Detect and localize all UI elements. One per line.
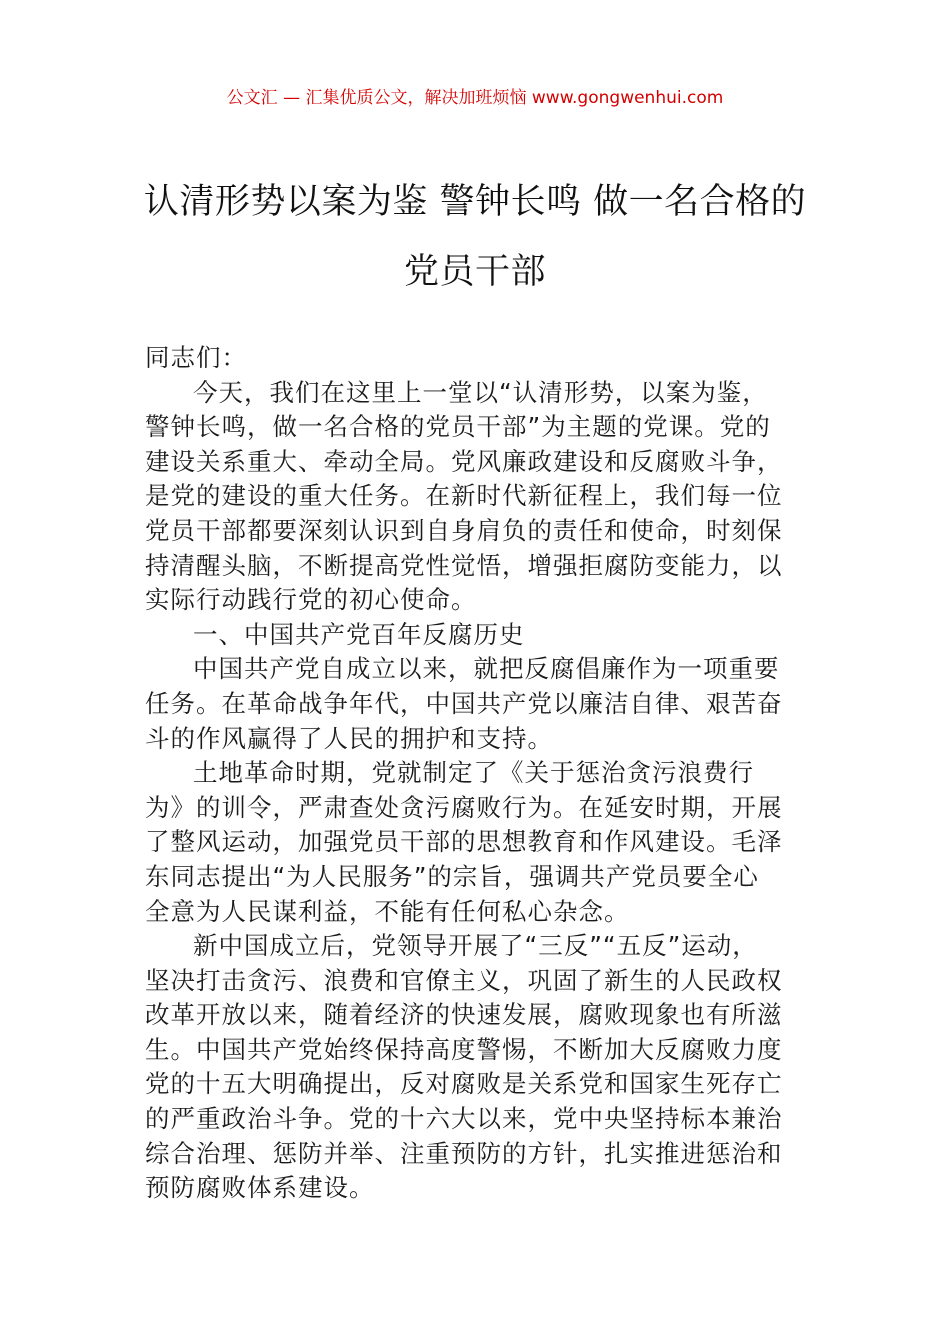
paragraph-line: 任务。在革命战争年代，中国共产党以廉洁自律、艰苦奋: [145, 688, 783, 718]
paragraph-line: 改革开放以来，随着经济的快速发展，腐败现象也有所滋: [145, 1000, 783, 1030]
document-title-line-1: 认清形势以案为鉴 警钟长鸣 做一名合格的: [143, 182, 807, 222]
paragraph-line: 综合治理、惩防并举、注重预防的方针，扎实推进惩治和: [145, 1138, 783, 1168]
paragraph-line: 新中国成立后，党领导开展了“三反”“五反”运动，: [193, 931, 758, 961]
paragraph-line: 土地革命时期，党就制定了《关于惩治贪污浪费行: [193, 758, 754, 788]
paragraph-line: 是党的建设的重大任务。在新时代新征程上，我们每一位: [145, 481, 783, 511]
paragraph-line: 斗的作风赢得了人民的拥护和支持。: [145, 723, 553, 753]
paragraph-line: 预防腐败体系建设。: [145, 1173, 375, 1203]
greeting: 同志们：: [145, 343, 247, 372]
paragraph-line: 警钟长鸣，做一名合格的党员干部”为主题的党课。党的: [145, 412, 771, 442]
header-banner[interactable]: 公文汇 — 汇集优质公文，解决加班烦恼 www.gongwenhui.com: [226, 88, 724, 108]
document-body: [145, 341, 810, 1206]
paragraph-line: 全意为人民谋利益，不能有任何私心杂念。: [145, 896, 630, 926]
paragraph-line: 了整风运动，加强党员干部的思想教育和作风建设。毛泽: [145, 827, 783, 857]
paragraph-line: 东同志提出“为人民服务”的宗旨，强调共产党员要全心: [145, 861, 759, 891]
paragraph-line: 为》的训令，严肃查处贪污腐败行为。在延安时期，开展: [145, 792, 783, 822]
paragraph-line: 建设关系重大、牵动全局。党风廉政建设和反腐败斗争，: [145, 446, 783, 476]
paragraph-line: 坚决打击贪污、浪费和官僚主义，巩固了新生的人民政权: [145, 965, 783, 995]
paragraph-line: 党的十五大明确提出，反对腐败是关系党和国家生死存亡: [145, 1069, 783, 1099]
paragraph-line: 党员干部都要深刻认识到自身肩负的责任和使命，时刻保: [145, 515, 783, 545]
paragraph-line: 的严重政治斗争。党的十六大以来，党中央坚持标本兼治: [145, 1104, 783, 1134]
document-title-line-2: 党员干部: [403, 252, 546, 292]
paragraph-line: 生。中国共产党始终保持高度警惕，不断加大反腐败力度: [145, 1034, 783, 1064]
paragraph-line: 今天，我们在这里上一堂以“认清形势，以案为鉴，: [193, 377, 768, 407]
paragraph-line: 中国共产党自成立以来，就把反腐倡廉作为一项重要: [193, 654, 780, 684]
paragraph-line: 实际行动践行党的初心使命。: [145, 585, 477, 615]
paragraph-line: 持清醒头脑，不断提高党性觉悟，增强拒腐防变能力，以: [145, 550, 783, 580]
section-heading: 一、中国共产党百年反腐历史: [193, 619, 525, 649]
